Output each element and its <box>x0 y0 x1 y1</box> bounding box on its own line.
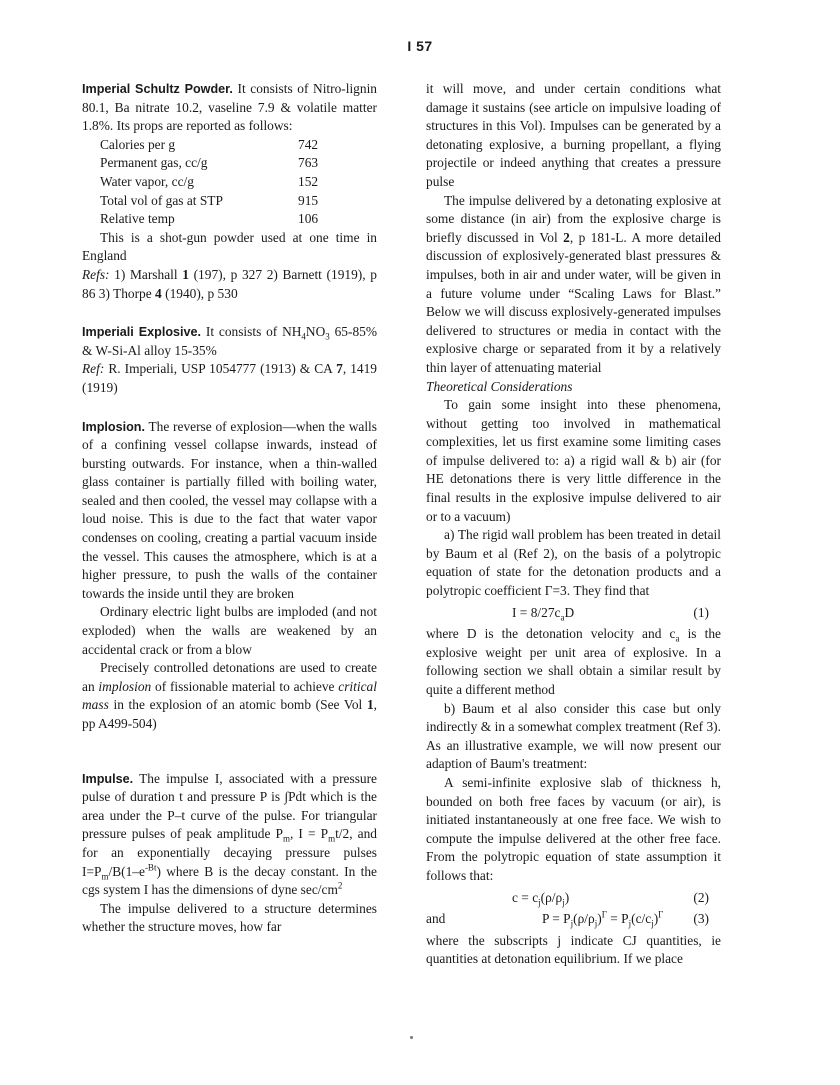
text-span: (ρ/ρ <box>573 911 595 927</box>
entry-intro: It consists of Nitro-lignin 80.1, Ba nitrate 10.2, vaseline 7.9 & volatile matter 1.8%. Its props are reported as follows: <box>82 81 377 134</box>
subscript: j <box>570 918 574 929</box>
text-span: is the explosive weight per unit area of explosive. In a following section we shall obtain a similar result by quite a different method <box>426 626 721 697</box>
ref-volume: 1 <box>182 266 189 282</box>
property-label: Water vapor, cc/g <box>100 173 194 189</box>
text-span: ) where B is the decay constant. In the cgs system I has the dimensions of dyne sec/cm <box>82 863 377 898</box>
superscript: 2 <box>337 880 343 891</box>
ref-text: , 1419 (1919) <box>82 361 377 395</box>
entry-imperiali-explosive <box>82 323 377 397</box>
entry-impulse <box>82 770 377 937</box>
text-span: = P <box>606 911 629 927</box>
text-span: of fissionable material to achieve <box>155 678 335 694</box>
text-span: , p 181-L. A more detailed discussion of explosively-generated blast pressures & impulses, both in air and under water, will be given in a future volume under “Scaling Laws for Blast.” Below we will discuss explosively-generated impulses delivered to structures or media in contact with the explosive charge or separated from it by a relatively thin layer of attenuating material <box>426 229 721 375</box>
table-row <box>100 192 358 211</box>
paragraph <box>426 625 721 699</box>
entry-text: Ordinary electric light bulbs are imploded (and not exploded) when the walls are weakened by an accidental crack or from a blow <box>82 604 377 657</box>
subscript: j <box>562 897 565 908</box>
property-label: Permanent gas, cc/g <box>100 155 208 171</box>
properties-table <box>100 136 358 229</box>
superscript: -Bt <box>144 862 157 873</box>
subscript: m <box>282 834 290 845</box>
paragraph: To gain some insight into these phenomena, without getting too involved in mathematical complexities, let us first examine some limiting cases of impulse delivered to: a) a rigid wall & b) air (for HE detonations there is very little difference in the final results in the explosive impulse delivered to air or to a vacuum) <box>426 397 721 524</box>
subscript: j <box>594 918 598 929</box>
ref-volume: 2 <box>563 229 570 245</box>
text-span: P = P <box>541 911 571 927</box>
text-span: The impulse I, associated with a pressure pulse of duration t and pressure P is <box>82 770 378 805</box>
entry-note: This is a shot-gun powder used at one time in England <box>82 229 377 264</box>
text-span: (ρ/ρ <box>540 889 563 905</box>
property-value: 915 <box>298 192 319 208</box>
text-span: /B(1–e <box>108 863 145 879</box>
entry-refs <box>82 266 377 303</box>
ref-text: 3) Thorpe <box>98 285 152 301</box>
superscript: Γ <box>601 909 607 920</box>
table-row <box>100 173 358 192</box>
equation-number: (2) <box>693 889 709 905</box>
property-label: Relative temp <box>100 211 175 227</box>
ref-text: 1) Marshall <box>114 266 178 282</box>
subscript: a <box>560 612 565 623</box>
emphasis: critical mass <box>82 678 377 713</box>
subscript: j <box>628 918 632 929</box>
entry-title: Impulse. <box>82 771 134 786</box>
entry-ref <box>82 360 377 397</box>
subscript: j <box>538 897 541 908</box>
text-span: , I = P <box>289 826 329 842</box>
subscript: j <box>651 918 654 929</box>
section-title: Theoretical Considerations <box>426 378 573 394</box>
paragraph: a) The rigid wall problem has been treated in detail by Baum et al (Ref 2), on the basis of a polytropic equation of state for the detonation products and a polytropic coefficient Γ=3. They find that <box>426 527 721 599</box>
emphasis: implosion <box>98 678 152 694</box>
property-label: Calories per g <box>100 136 176 152</box>
equation-1 <box>426 604 721 623</box>
text-span: (c/c <box>631 911 652 927</box>
entry-title: Implosion. <box>82 419 145 434</box>
entry-text: 65-85% & W-Si-Al alloy 15-35% <box>82 324 377 358</box>
ref-volume: 7 <box>336 361 343 377</box>
property-value: 763 <box>298 155 319 171</box>
text-span: , pp A499-504) <box>82 697 377 731</box>
ref-volume: 4 <box>155 285 162 301</box>
text-span: I = 8/27c <box>512 604 561 620</box>
subscript: m <box>101 871 109 882</box>
entry-implosion <box>82 418 377 734</box>
text-span: in the explosion of an atomic bomb (See Vol <box>113 697 363 713</box>
entry-imperial-schultz-powder <box>82 80 377 303</box>
text-span: where D is the detonation velocity and c <box>426 626 676 642</box>
equation-expression <box>512 604 574 623</box>
superscript: Γ <box>658 909 664 920</box>
text-span: t/2, and for an exponentially decaying pressure pulses I=P <box>82 826 377 879</box>
equation-3: and $P = P_j(\rho/\rho_j)^\Gamma = P_j(c/c_j)^\Gamma$ (3) <box>426 909 709 929</box>
text-span: Precisely controlled detonations are used to create an <box>82 660 377 694</box>
entry-text: NO <box>305 324 326 340</box>
table-row <box>100 136 358 155</box>
text-span: Pdt which is the area under the P–t curve of the pulse. For triangular pressure pulses of peak amplitude P <box>82 789 377 842</box>
entry-title: Imperial Schultz Powder. <box>82 82 233 96</box>
ref-text: (1940), p 530 <box>165 285 238 301</box>
entry-text: The impulse delivered to a structure determines whether the structure moves, how far <box>82 900 377 935</box>
equation-2 <box>426 889 721 908</box>
entry-text: The reverse of explosion—when the walls of a confining vessel collapse inwards, instead of bursting outwards. For instance, when a thin-walled glass container is partially filled with boiling water, sealed and then cooled, the vessel may collapse with a loud noise. This is due to the fact that water vapor condenses on cooling, creating a partial vacuum inside the vessel. This causes the atmosphere, which is at a higher pressure, to push the walls of the container towards the inside until they are broken <box>82 418 377 601</box>
table-row <box>100 154 358 173</box>
text-span: ) <box>564 889 570 905</box>
page-number: I 57 <box>407 38 433 54</box>
entry-text: It consists of NH <box>205 324 302 340</box>
paragraph <box>426 192 721 378</box>
integral-sign: ∫ <box>284 789 289 805</box>
stray-mark <box>410 1036 413 1039</box>
subscript: 4 <box>301 331 306 342</box>
equation-expression <box>542 910 663 929</box>
paragraph: A semi-infinite explosive slab of thickness h, bounded on both free faces by vacuum (or air), is initiated instantaneously at one free face. We wish to compute the impulse delivered at the other free face. From the polytropic equation of state assumption it follows that: <box>426 774 721 883</box>
property-value: 742 <box>298 136 319 152</box>
subscript: 3 <box>325 331 330 342</box>
property-value: 152 <box>298 173 319 189</box>
property-value: 106 <box>298 211 319 227</box>
right-column <box>426 80 721 969</box>
subscript: a <box>675 633 680 644</box>
property-label: Total vol of gas at STP <box>100 192 223 208</box>
ref-text: 2) Barnett (1919), p 86 <box>82 266 377 301</box>
paragraph: it will move, and under certain conditions what damage it sustains (see article on impulsive loading of structures in this Vol). Impulses can be generated by a detonating explosive, a burning propellant, a flying projectile or indeed anything that creates a pressure pulse <box>426 81 721 189</box>
refs-label: Ref: <box>82 361 105 377</box>
text-span: ) <box>653 911 659 927</box>
paragraph: b) Baum et al also consider this case but only indirectly & in a somewhat complex treatment (Ref 3). As an illustrative example, we will now present our adaption of Baum's treatment: <box>426 700 721 772</box>
ref-text: R. Imperiali, USP 1054777 (1913) & CA <box>108 361 333 377</box>
equation-number: (1) <box>693 604 709 620</box>
text-span: c = c <box>512 889 539 905</box>
text-span: D <box>564 604 575 620</box>
text-span: ) <box>597 911 602 927</box>
text-span: The impulse delivered by a detonating explosive at some distance (in air) from the explosive charge is briefly discussed in Vol <box>426 192 721 245</box>
ref-text: (197), p 327 <box>193 266 263 282</box>
refs-label: Refs: <box>82 266 110 282</box>
table-row <box>100 210 358 229</box>
equation-expression <box>512 889 569 908</box>
subscript: m <box>328 834 336 845</box>
paragraph: where the subscripts j indicate CJ quantities, ie quantities at detonation equilibrium. If we place <box>426 932 721 967</box>
equation-number: (3) <box>693 911 709 927</box>
left-column <box>82 80 377 957</box>
entry-text <box>82 659 377 733</box>
entry-title: Imperiali Explosive. <box>82 325 202 340</box>
ref-volume: 1 <box>366 697 374 713</box>
